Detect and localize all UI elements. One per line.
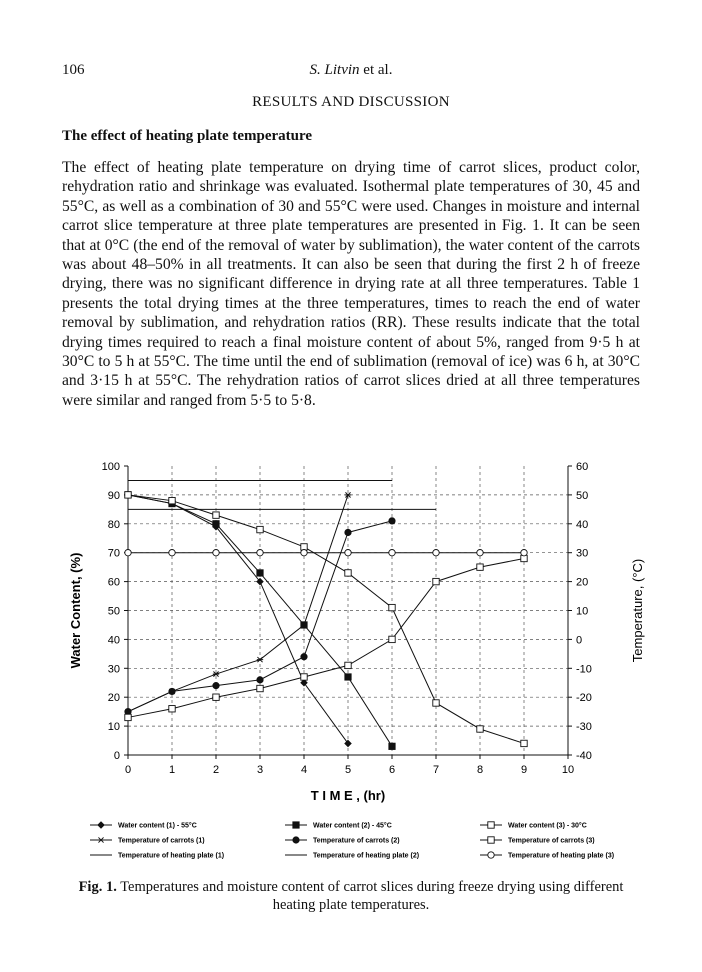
chart bbox=[40, 440, 680, 880]
y-tick-label: 60 bbox=[107, 576, 120, 589]
x-tick-label: 0 bbox=[124, 764, 132, 776]
running-head-author: S. Litvin bbox=[309, 62, 360, 78]
series-3-point bbox=[125, 492, 131, 498]
series-9-point bbox=[389, 550, 395, 556]
figure-1 bbox=[40, 440, 680, 880]
series-6-point bbox=[389, 636, 395, 642]
series-2-point bbox=[257, 570, 263, 576]
series-3-point bbox=[389, 604, 395, 610]
series-3-point bbox=[477, 726, 483, 732]
series-9-point bbox=[433, 550, 439, 556]
y-right-tick-label: 40 bbox=[576, 518, 589, 531]
x-tick-label: 4 bbox=[300, 764, 308, 776]
x-tick-label: 6 bbox=[388, 764, 396, 776]
series-5-point bbox=[257, 677, 263, 683]
legend-marker bbox=[488, 837, 494, 843]
series-6-point bbox=[345, 662, 351, 668]
legend-marker bbox=[293, 822, 299, 828]
series-6-line bbox=[128, 558, 524, 717]
y-tick-label: 10 bbox=[107, 721, 120, 734]
y-axis-title-right: Temperature, (°C) bbox=[630, 558, 645, 663]
y-tick-label: 30 bbox=[107, 663, 120, 676]
x-tick-label: 8 bbox=[476, 764, 484, 776]
figure-caption bbox=[62, 878, 640, 914]
series-6-point bbox=[125, 714, 131, 720]
series-2-point bbox=[213, 521, 219, 527]
series-3-point bbox=[169, 497, 175, 503]
y-tick-label: 20 bbox=[107, 692, 120, 705]
y-tick-label: 50 bbox=[107, 605, 120, 618]
y-tick-label: 80 bbox=[107, 518, 120, 531]
running-head bbox=[0, 62, 702, 79]
series-5-point bbox=[345, 529, 351, 535]
legend-marker bbox=[293, 837, 299, 843]
series-2-point bbox=[389, 743, 395, 749]
y-right-tick-label: -30 bbox=[576, 721, 592, 734]
series-1-line bbox=[128, 495, 348, 744]
y-right-tick-label: 0 bbox=[576, 634, 583, 647]
series-5-point bbox=[169, 688, 175, 694]
series-9-point bbox=[521, 550, 527, 556]
legend-label: Temperature of carrots (3) bbox=[508, 837, 595, 845]
series-5-point bbox=[389, 518, 395, 524]
series-5-point bbox=[301, 654, 307, 660]
y-right-tick-label: -10 bbox=[576, 663, 592, 676]
y-right-tick-label: 50 bbox=[576, 489, 589, 502]
series-3-point bbox=[345, 570, 351, 576]
y-tick-label: 0 bbox=[113, 750, 120, 762]
y-right-tick-label: 20 bbox=[576, 576, 589, 589]
x-tick-label: 7 bbox=[432, 764, 440, 776]
x-tick-label: 2 bbox=[212, 764, 220, 776]
legend-marker bbox=[98, 822, 104, 828]
series-3-point bbox=[433, 700, 439, 706]
series-6-point bbox=[257, 685, 263, 691]
legend-label: Temperature of heating plate (1) bbox=[118, 852, 225, 860]
legend-label: Temperature of heating plate (2) bbox=[313, 852, 420, 860]
series-9-point bbox=[345, 550, 351, 556]
page-number: 106 bbox=[62, 62, 85, 78]
x-tick-label: 3 bbox=[256, 764, 264, 776]
legend-label: Temperature of carrots (1) bbox=[118, 837, 205, 845]
y-tick-label: 90 bbox=[107, 489, 120, 502]
series-4-point bbox=[257, 657, 263, 662]
section-title: RESULTS AND DISCUSSION bbox=[252, 94, 450, 110]
series-6-point bbox=[169, 706, 175, 712]
series-3-point bbox=[521, 740, 527, 746]
legend-label: Temperature of carrots (2) bbox=[313, 837, 400, 845]
legend-marker bbox=[488, 822, 494, 828]
subsection-title: The effect of heating plate temperature bbox=[62, 128, 313, 144]
y-tick-label: 70 bbox=[107, 547, 120, 560]
legend-label: Temperature of heating plate (3) bbox=[508, 852, 615, 860]
x-axis-title: T I M E , (hr) bbox=[310, 788, 386, 803]
y-right-tick-label: 60 bbox=[576, 461, 589, 473]
y-right-tick-label: -40 bbox=[576, 750, 592, 762]
legend-label: Water content (1) - 55°C bbox=[118, 822, 197, 830]
series-9-point bbox=[301, 550, 307, 556]
series-6-point bbox=[477, 564, 483, 570]
x-tick-label: 10 bbox=[561, 764, 575, 776]
caption-label: Fig. 1. bbox=[78, 879, 117, 895]
legend-label: Water content (2) - 45°C bbox=[313, 822, 392, 830]
caption-text: Temperatures and moisture content of carrot slices during freeze drying using different heating plate temperatures. bbox=[120, 879, 624, 913]
series-3-line bbox=[128, 495, 524, 744]
y-right-tick-label: 30 bbox=[576, 547, 589, 560]
series-9-point bbox=[257, 550, 263, 556]
legend-marker bbox=[488, 852, 494, 858]
y-right-tick-label: 10 bbox=[576, 605, 589, 618]
series-6-point bbox=[301, 674, 307, 680]
series-4-line bbox=[128, 495, 348, 712]
x-tick-label: 1 bbox=[168, 764, 176, 776]
series-9-point bbox=[125, 550, 131, 556]
x-tick-label: 5 bbox=[344, 764, 352, 776]
series-5-point bbox=[213, 682, 219, 688]
running-head-suffix: et al. bbox=[359, 62, 393, 78]
series-6-point bbox=[213, 694, 219, 700]
body-paragraph: The effect of heating plate temperature on drying time of carrot slices, product color, rehydration ratio and shrinkage was evaluated. Isothermal plate temperatures of 30, 45 and 55°C, as well as a combination of 30 and 55°C were used. Changes in moisture and internal carrot slice temperature at three plate temperatures are presented in Fig. 1. It can be seen that at 0°C (the end of the removal of water by sublimation), the water content of the carrots was about 48–50% in all treatments. It can also be seen that during the first 2 h of freeze drying, there was no significant difference in drying rate at all three temperatures. Table 1 presents the total drying times at the three temperatures, times to reach the end of water removal by sublimation, and rehydration ratios (RR). These results indicate that the total drying times required to reach a final moisture content of about 5%, ranged from 9·5 h at 30°C to 5 h at 55°C. The time until the end of sublimation (removal of ice) was 6 h, at 30°C and 3·15 h at 55°C. The rehydration ratios of carrot slices dried at all three temperatures were similar and ranged from 5·5 to 5·8. bbox=[62, 159, 640, 409]
y-right-tick-label: -20 bbox=[576, 692, 592, 705]
series-9-point bbox=[169, 550, 175, 556]
x-tick-label: 9 bbox=[520, 764, 528, 776]
legend-marker bbox=[98, 837, 104, 842]
series-9-point bbox=[213, 550, 219, 556]
series-3-point bbox=[257, 526, 263, 532]
y-tick-label: 100 bbox=[101, 461, 120, 473]
series-9-point bbox=[477, 550, 483, 556]
series-2-point bbox=[345, 674, 351, 680]
legend-label: Water content (3) - 30°C bbox=[508, 822, 587, 830]
y-axis-title-left: Water Content, (%) bbox=[68, 552, 83, 669]
series-6-point bbox=[433, 578, 439, 584]
y-tick-label: 40 bbox=[107, 634, 120, 647]
series-3-point bbox=[213, 512, 219, 518]
